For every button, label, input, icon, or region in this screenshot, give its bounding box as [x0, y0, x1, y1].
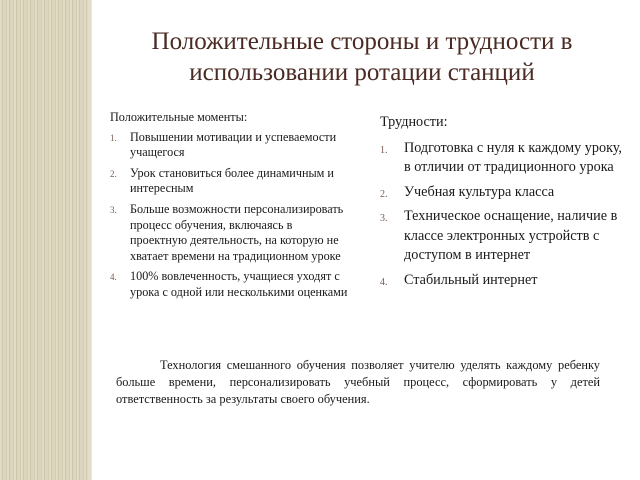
decorative-stripe: [0, 0, 92, 480]
positives-heading: Положительные моменты:: [110, 110, 248, 124]
list-text: Стабильный интернет: [404, 271, 538, 288]
list-number: 4.: [380, 276, 388, 288]
list-item: [110, 202, 350, 264]
difficulties-list: [380, 139, 625, 291]
list-text: Учебная культура класса: [404, 183, 555, 200]
positives-column: [110, 110, 350, 306]
slide-title: Положительные стороны и трудности в использовании ротации станций: [151, 28, 573, 86]
list-text: Больше возможности персонализировать процесс обучения, включаясь в проектную деятельность, на которую не хватает времени на традиционном уроке: [130, 201, 344, 263]
list-number: 2.: [110, 168, 117, 179]
list-number: 3.: [380, 213, 388, 224]
list-number: 1.: [380, 144, 388, 156]
conclusion-paragraph: Технология смешанного обучения позволяет учителю уделять каждому ребенку больше времени, персонализировать учебный процесс, сформировать у детей ответственность за результаты своего обучения.: [116, 358, 600, 406]
list-number: 2.: [380, 188, 388, 200]
list-item: [110, 166, 350, 197]
list-item: [110, 130, 350, 161]
list-text: Техническое оснащение, наличие в классе электронных устройств с доступом в интернет: [404, 208, 618, 263]
list-item: [110, 269, 350, 300]
list-item: [380, 207, 625, 266]
list-number: 1.: [110, 132, 117, 143]
list-item: [380, 139, 625, 178]
difficulties-heading: Трудности:: [380, 114, 448, 130]
list-item: [380, 271, 625, 291]
list-text: Подготовка с нуля к каждому уроку, в отличии от традиционного урока: [404, 139, 622, 175]
list-number: 4.: [110, 272, 117, 283]
list-text: Повышении мотивации и успеваемости учащегося: [130, 129, 337, 160]
list-item: [380, 183, 625, 203]
stripe-fade: [86, 0, 102, 480]
list-text: 100% вовлеченность, учащиеся уходят с урока с одной или несколькими оценками: [130, 269, 348, 299]
list-number: 3.: [110, 204, 117, 215]
positives-list: [110, 130, 350, 301]
list-text: Урок становиться более динамичным и интересным: [130, 165, 334, 196]
difficulties-column: [380, 113, 625, 295]
